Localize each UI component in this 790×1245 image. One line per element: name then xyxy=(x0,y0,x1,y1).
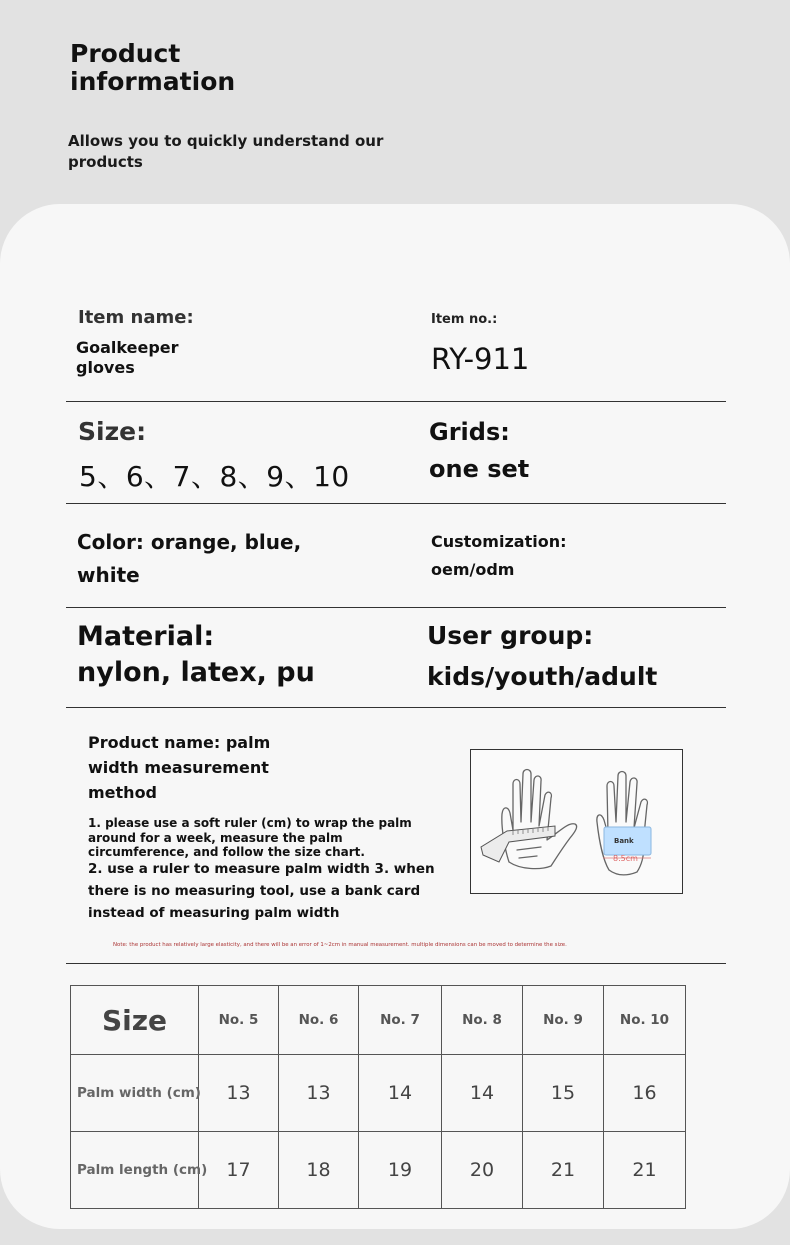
item-no-value: RY-911 xyxy=(431,342,530,376)
table-cell: 16 xyxy=(604,1055,686,1132)
bank-card-label: Bank xyxy=(614,837,634,845)
grids-label: Grids: xyxy=(429,418,510,446)
table-cell: 14 xyxy=(442,1055,523,1132)
left-hand-icon xyxy=(502,770,577,869)
hand-measurement-svg xyxy=(471,750,682,893)
table-column-header: No. 8 xyxy=(442,986,523,1055)
customization-label: Customization: xyxy=(431,532,567,551)
user-group-label: User group: xyxy=(427,621,594,650)
material-label: Material: xyxy=(77,621,215,652)
note-text: Note: the product has relatively large elasticity, and there will be an error of 1~2cm in manual measurement. multiple dimensions can be moved to determine the size. xyxy=(113,942,567,948)
table-row-header: Palm width (cm) xyxy=(71,1055,199,1132)
page-subtitle: Allows you to quickly understand our products xyxy=(68,132,384,171)
table-header-row xyxy=(71,986,686,1055)
table-row xyxy=(71,1055,686,1132)
item-name-value: Goalkeeper gloves xyxy=(76,338,179,377)
table-column-header: No. 5 xyxy=(199,986,279,1055)
user-group-value: kids/youth/adult xyxy=(427,662,658,691)
table-cell: 13 xyxy=(199,1055,279,1132)
item-no-label: Item no.: xyxy=(431,312,498,327)
table-cell: 19 xyxy=(359,1132,442,1209)
divider xyxy=(66,707,726,708)
grids-value: one set xyxy=(429,455,530,483)
table-corner-label: Size xyxy=(71,986,199,1055)
size-label: Size: xyxy=(78,417,147,446)
size-chart-table xyxy=(70,985,686,1209)
hand-measurement-illustration xyxy=(470,749,683,894)
table-cell: 17 xyxy=(199,1132,279,1209)
customization-value: oem/odm xyxy=(431,560,515,579)
method-title: Product name: palm width measurement method xyxy=(88,733,271,802)
card-width-label: 8.5cm xyxy=(613,854,638,863)
table-column-header: No. 9 xyxy=(523,986,604,1055)
page-title: Product information xyxy=(70,39,236,96)
divider xyxy=(66,963,726,964)
table-cell: 21 xyxy=(523,1132,604,1209)
table-cell: 15 xyxy=(523,1055,604,1132)
divider xyxy=(66,503,726,504)
item-name-label: Item name: xyxy=(78,307,194,328)
divider xyxy=(66,607,726,608)
table-cell: 20 xyxy=(442,1132,523,1209)
table-cell: 18 xyxy=(279,1132,359,1209)
material-value: nylon, latex, pu xyxy=(77,657,315,688)
table-column-header: No. 6 xyxy=(279,986,359,1055)
method-step-2: 2. use a ruler to measure palm width 3. when there is no measuring tool, use a bank card instead of measuring palm width xyxy=(88,861,435,921)
table-cell: 21 xyxy=(604,1132,686,1209)
table-row-header: Palm length (cm) xyxy=(71,1132,199,1209)
table-column-header: No. 7 xyxy=(359,986,442,1055)
divider xyxy=(66,401,726,402)
size-value: 5、6、7、8、9、10 xyxy=(79,460,350,493)
table-row xyxy=(71,1132,686,1209)
color-text: Color: orange, blue, white xyxy=(77,530,302,587)
table-cell: 13 xyxy=(279,1055,359,1132)
table-column-header: No. 10 xyxy=(604,986,686,1055)
measuring-tape-icon xyxy=(481,826,555,862)
method-step-1: 1. please use a soft ruler (cm) to wrap the palm around for a week, measure the palm circumference, and follow the size chart. xyxy=(88,816,412,859)
table-cell: 14 xyxy=(359,1055,442,1132)
